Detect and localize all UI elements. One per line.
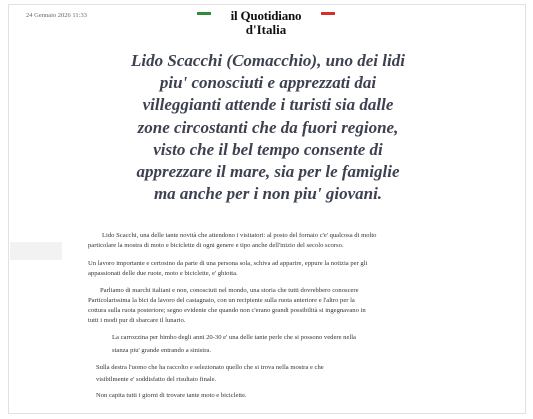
headline-line: Lido Scacchi (Comacchio), uno dei lidi xyxy=(131,51,405,70)
paragraph-line: visibilmente e' soddisfatto del risultato finale. xyxy=(96,376,217,383)
paragraph-line: Un lavoro importante e certosino da parte di una persona sola, schiva ad apparire, eppure la notizia per gli xyxy=(88,260,368,267)
headline-line: visto che il bel tempo consente di xyxy=(153,139,383,159)
headline-line: apprezzare il mare, sia per le famiglie xyxy=(136,162,400,182)
paragraph-line: appassionati delle due ruote, moto e biciclette, e' ghiotta. xyxy=(88,270,238,277)
paragraph-line: Parliamo di marchi italiani e non, conosciuti nel mondo, una storia che tutti dovrebbero conoscere xyxy=(100,287,359,294)
paragraph-line: cottura sulla ruota posteriore; segno evidente che quando non c'erano grandi possibilità si ingegnavano in xyxy=(88,307,366,314)
paragraph-line: Non capita tutti i giorni di trovare tante moto e biciclette. xyxy=(96,392,247,399)
paragraph-line: stanza piu' grande entrando a sinistra. xyxy=(112,347,211,354)
paragraph-line: Sulla destra l'uomo che ha raccolto e selezionato quello che si trova nella mostra e che xyxy=(96,364,324,371)
paragraph-line: Lido Scacchi, una delle tante novità che attendono i visitatori: al posto del fornaio c'e' qualcosa di molto xyxy=(102,232,377,239)
headline-line: piu' conosciuti e apprezzati dai xyxy=(159,73,377,93)
site-logo-line2[interactable]: d'Italia xyxy=(245,22,287,37)
side-placeholder-box xyxy=(10,242,62,260)
headline-line: zone circostanti che da fuori regione, xyxy=(137,117,399,137)
headline-line: villeggianti attende i turisti sia dalle xyxy=(142,95,394,115)
paragraph-line: La carrozzina per bimbo degli anni 20-30 e' una delle tante perle che si possono vedere nella xyxy=(112,334,356,341)
publish-date: 24 Gennaio 2026 11:33 xyxy=(26,12,87,19)
site-logo-line1[interactable]: il Quotidiano xyxy=(230,8,302,23)
paragraph-line: Particolarissima la bici da lavoro del castagnaio, con un recipiente sulla ruota anteriore e l'altro per la xyxy=(88,297,355,304)
article-headline xyxy=(88,50,448,205)
paragraph-line: particolare la mostra di moto e biciclette di ogni genere e tipo anche dell'inizio del secolo scorso. xyxy=(88,242,344,249)
headline-line: ma anche per i non piu' giovani. xyxy=(153,184,383,204)
paragraph-line: tutti i modi pur di sbarcare il lunario. xyxy=(88,317,186,324)
